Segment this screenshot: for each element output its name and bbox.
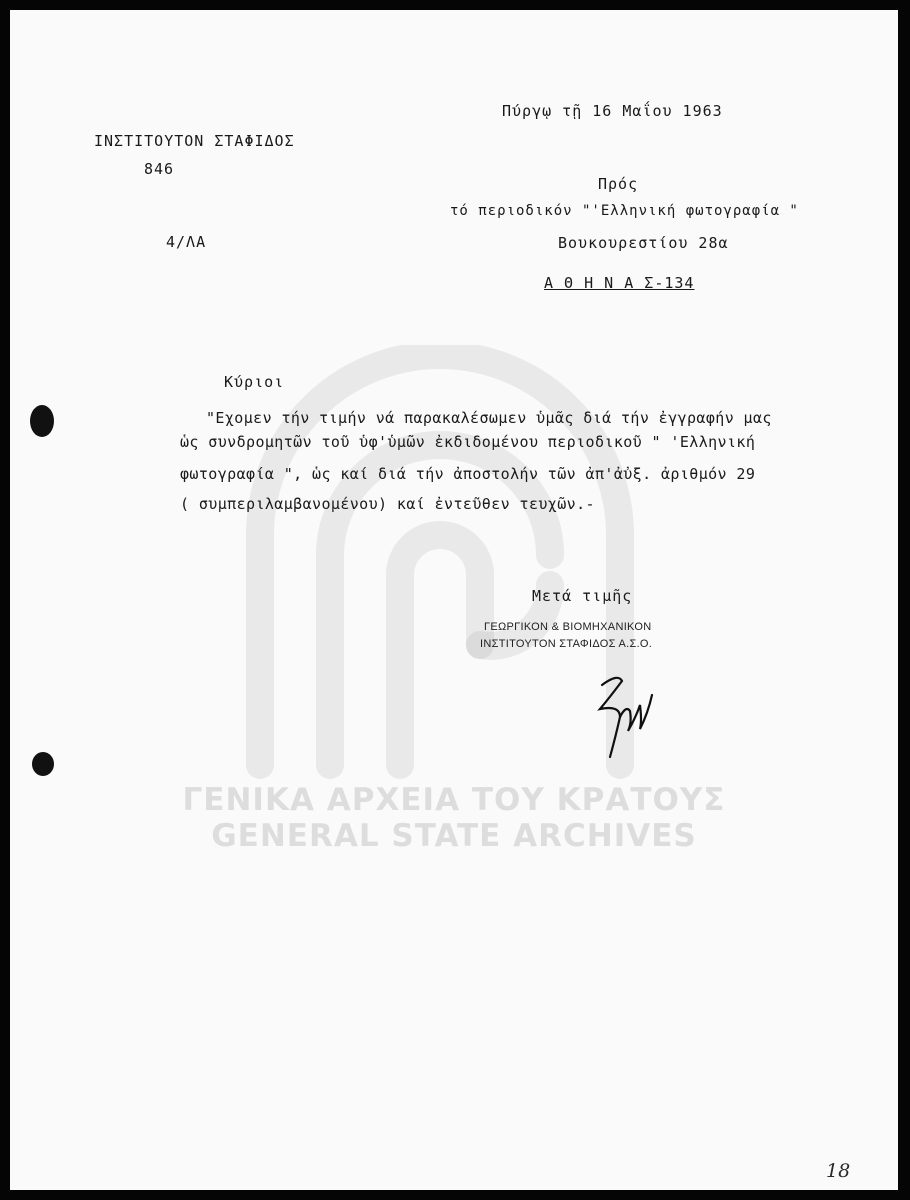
place-date: Πύργῳ τῇ 16 Μαΐου 1963	[502, 102, 723, 120]
watermark-english: GENERAL STATE ARCHIVES	[211, 818, 697, 854]
stamp-line-1: ΓΕΩΡΓΙΚΟΝ & ΒΙΟΜΗΧΑΝΙΚΟΝ	[484, 621, 652, 633]
sender-name: ΙΝΣΤΙΤΟΥΤΟΝ ΣΤΑΦΙΔΟΣ	[94, 132, 295, 150]
body-line: "Εχομεν τήν τιμήν νά παρακαλέσωμεν ὑμᾶς διά τήν ἐγγραφήν μας	[206, 409, 772, 427]
closing: Μετά τιμῆς	[532, 587, 633, 605]
protocol-number: 846	[144, 160, 175, 178]
watermark-greek: ΓΕΝΙΚΑ ΑΡΧΕΙΑ ΤΟΥ ΚΡΑΤΟΥΣ	[182, 782, 726, 818]
salutation: Κύριοι	[224, 373, 285, 391]
page-number: 18	[826, 1160, 851, 1182]
body-line: φωτογραφία ", ὡς καί διά τήν ἀποστολήν τῶν ἀπ'ἀὐξ. ἀριθμόν 29	[180, 465, 756, 483]
recipient-street: Βουκουρεστίου 28α	[558, 234, 729, 252]
recipient-name: τό περιοδικόν "'Ελληνική φωτογραφία "	[450, 203, 799, 219]
body-line: ὡς συνδρομητῶν τοῦ ὑφ'ὑμῶν ἐκδιδομένου περιοδικοῦ " 'Ελληνική	[180, 433, 756, 451]
recipient-to: Πρός	[598, 175, 639, 193]
document-page	[10, 10, 898, 1190]
stamp-line-2: ΙΝΣΤΙΤΟΥΤΟΝ ΣΤΑΦΙΔΟΣ Α.Σ.Ο.	[480, 638, 653, 650]
punch-hole-mark	[32, 752, 54, 776]
handwritten-signature	[590, 665, 670, 765]
reference-code: 4/ΛΑ	[166, 233, 207, 251]
recipient-city: Α Θ Η Ν Α Σ-134	[544, 274, 695, 292]
body-line: ( συμπεριλαμβανομένου) καί ἐντεῦθεν τευχῶν.-	[180, 495, 595, 513]
punch-hole-mark	[30, 405, 54, 437]
